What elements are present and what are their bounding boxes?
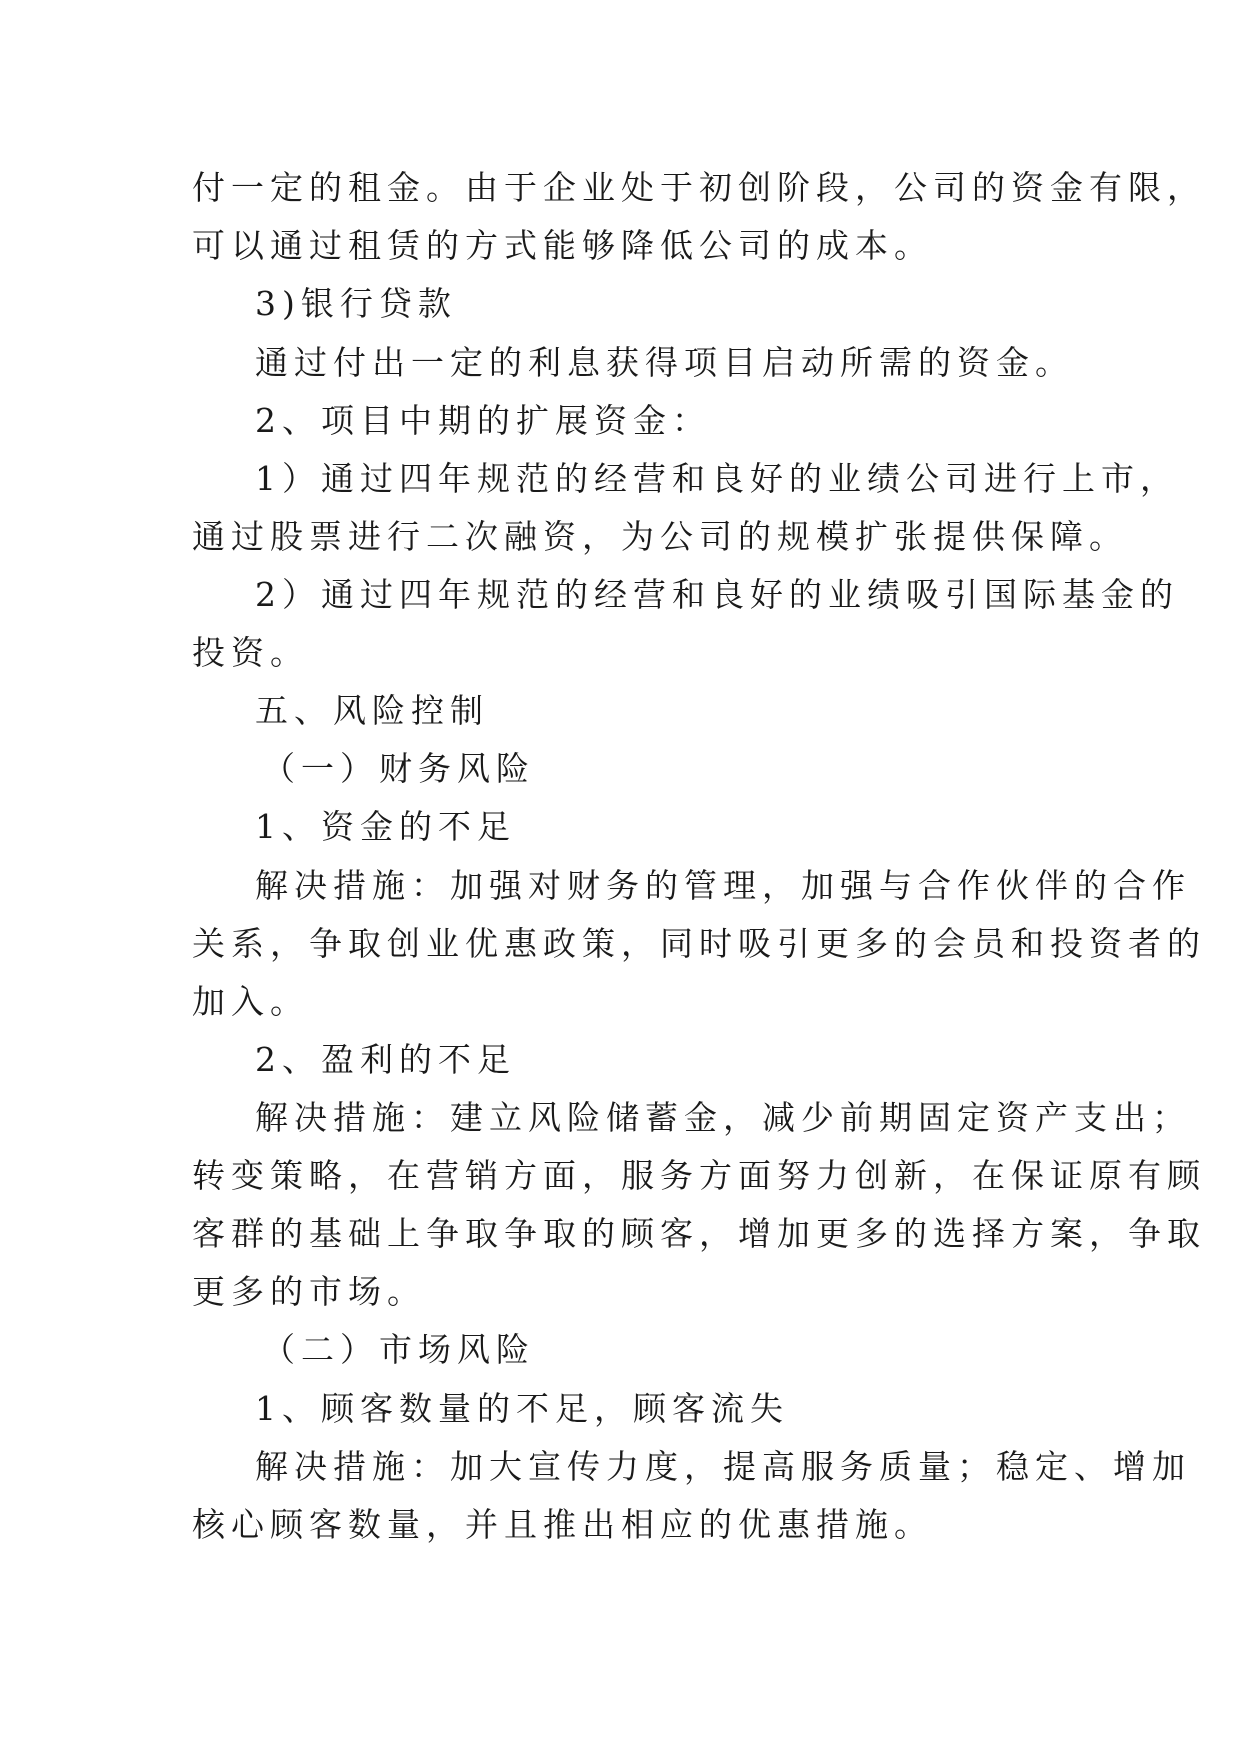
item-heading: 1、顾客数量的不足，顾客流失 [255, 1389, 789, 1428]
subsection-heading: （一）财务风险 [262, 749, 535, 788]
text-line: 加入。 [192, 982, 309, 1021]
text-line: 投资。 [192, 633, 309, 672]
text-line: 2）通过四年规范的经营和良好的业绩吸引国际基金的 [255, 575, 1179, 614]
text-line: 关系，争取创业优惠政策，同时吸引更多的会员和投资者的 [192, 924, 1206, 963]
chapter-heading: 五、风险控制 [255, 691, 489, 730]
text-line: 解决措施：加大宣传力度，提高服务质量；稳定、增加 [255, 1447, 1191, 1486]
subsection-heading: （二）市场风险 [262, 1330, 535, 1369]
text-line: 通过付出一定的利息获得项目启动所需的资金。 [255, 343, 1074, 382]
item-heading: 2、盈利的不足 [255, 1040, 516, 1079]
text-line: 可以通过租赁的方式能够降低公司的成本。 [192, 226, 933, 265]
list-item-heading: 3)银行贷款 [255, 284, 457, 323]
text-line: 更多的市场。 [192, 1272, 426, 1311]
item-heading: 1、资金的不足 [255, 807, 516, 846]
text-line: 解决措施：加强对财务的管理，加强与合作伙伴的合作 [255, 866, 1191, 905]
text-line: 转变策略，在营销方面，服务方面努力创新，在保证原有顾 [192, 1156, 1206, 1195]
section-heading: 2、项目中期的扩展资金： [255, 401, 711, 440]
text-line: 付一定的租金。由于企业处于初创阶段，公司的资金有限， [192, 168, 1206, 207]
text-line: 解决措施：建立风险储蓄金，减少前期固定资产支出； [255, 1098, 1191, 1137]
text-line: 1）通过四年规范的经营和良好的业绩公司进行上市， [255, 459, 1179, 498]
text-line: 通过股票进行二次融资，为公司的规模扩张提供保障。 [192, 517, 1128, 556]
text-line: 核心顾客数量，并且推出相应的优惠措施。 [192, 1505, 933, 1544]
text-line: 客群的基础上争取争取的顾客，增加更多的选择方案，争取 [192, 1214, 1206, 1253]
